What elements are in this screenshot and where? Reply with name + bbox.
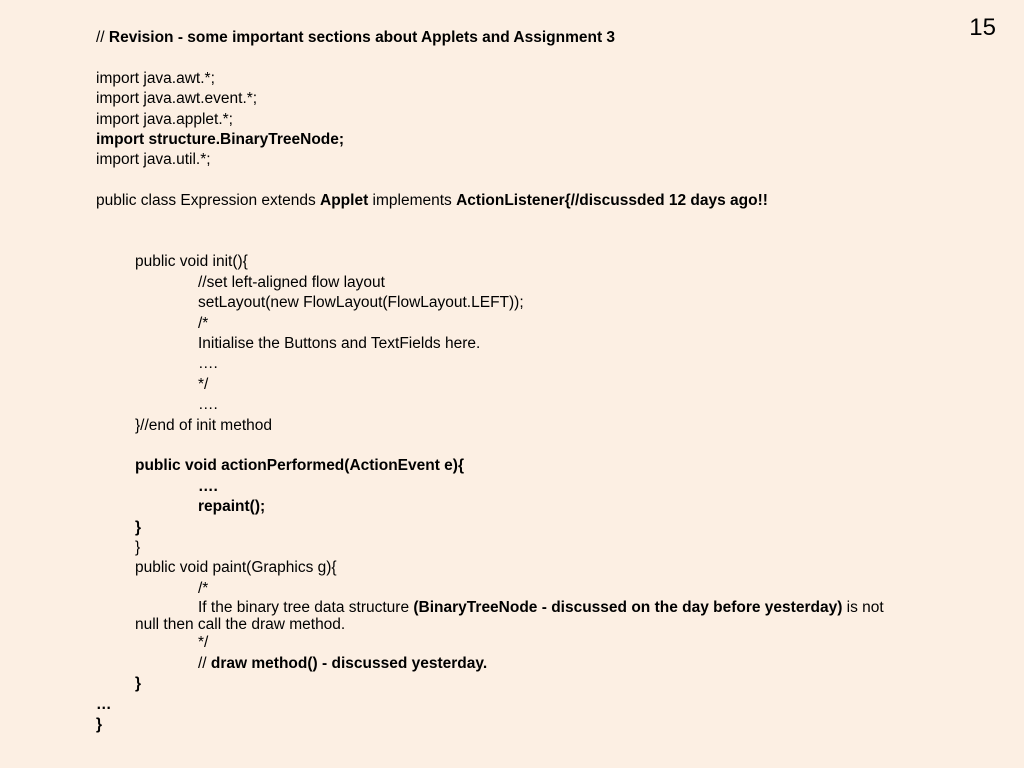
code-listing <box>96 28 976 735</box>
import-util: import java.util.*; <box>96 151 211 169</box>
action-close: } <box>135 518 142 536</box>
paint-tail: is not null then call the draw method. <box>135 599 884 634</box>
paint-draw-bold: draw method() - discussed yesterday. <box>210 654 488 672</box>
class-decl-listener: ActionListener{//discussded 12 days ago!! <box>456 192 768 210</box>
init-comment: //set left-aligned flow layout <box>198 273 385 291</box>
class-declaration <box>96 191 976 211</box>
action-signature: public void actionPerformed(ActionEvent e){ <box>135 457 464 475</box>
paint-draw-prefix: // <box>198 654 211 672</box>
ellipsis: … <box>96 695 112 713</box>
init-open-comment: /* <box>198 314 209 332</box>
extra-close: } <box>135 539 141 557</box>
paint-close-comment: */ <box>198 634 209 652</box>
import-structure: import structure.BinaryTreeNode; <box>96 131 345 149</box>
class-decl-applet: Applet <box>320 192 369 210</box>
init-initialise: Initialise the Buttons and TextFields here. <box>198 335 481 353</box>
blank-line <box>96 212 976 232</box>
title-prefix: // <box>96 29 109 46</box>
init-end: }//end of init method <box>135 416 273 434</box>
init-dots-2: …. <box>198 396 218 414</box>
class-decl-part2: implements <box>368 192 457 210</box>
blank-line <box>96 171 976 191</box>
class-decl-part1: public class Expression extends <box>96 192 321 210</box>
init-close-comment: */ <box>198 375 209 393</box>
blank-line <box>96 48 976 68</box>
init-dots-1: …. <box>198 355 218 373</box>
import-applet: import java.applet.*; <box>96 110 233 128</box>
final-close: } <box>96 715 103 733</box>
paint-draw-line <box>96 654 976 674</box>
action-repaint: repaint(); <box>198 498 266 516</box>
title-text: Revision - some important sections about Applets and Assignment 3 <box>108 29 616 46</box>
blank-line <box>96 232 976 252</box>
paint-if-text: If the binary tree data structure <box>198 599 414 617</box>
init-signature: public void init(){ <box>135 253 248 271</box>
blank-line <box>96 436 976 456</box>
paint-open-comment: /* <box>198 579 209 597</box>
page-number: 15 <box>969 14 996 41</box>
paint-signature: public void paint(Graphics g){ <box>135 559 337 577</box>
init-set-layout: setLayout(new FlowLayout(FlowLayout.LEFT)); <box>198 294 524 312</box>
paint-bold-ref: (BinaryTreeNode - discussed on the day before yesterday) <box>413 599 843 617</box>
paint-if-line <box>96 599 895 633</box>
paint-close: } <box>135 675 142 693</box>
import-awt: import java.awt.*; <box>96 69 215 87</box>
action-dots: …. <box>198 477 218 495</box>
import-awt-event: import java.awt.event.*; <box>96 90 258 108</box>
title-line <box>96 28 976 48</box>
